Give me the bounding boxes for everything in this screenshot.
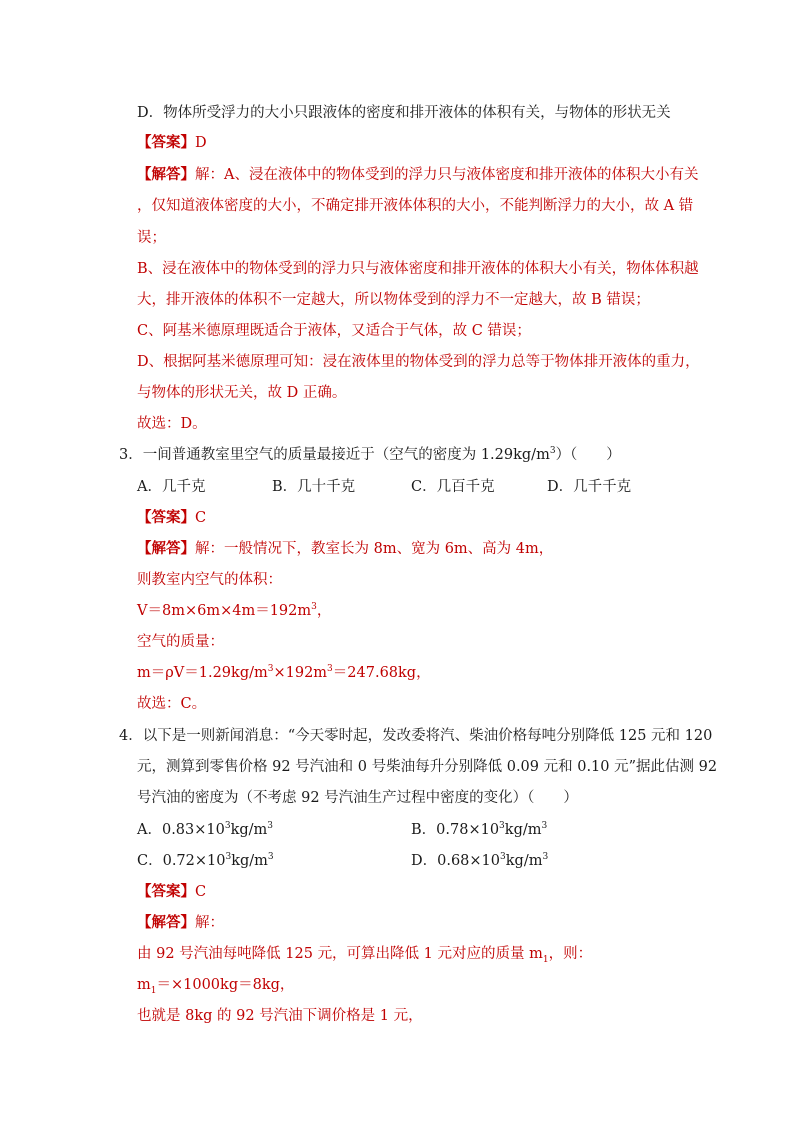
q4-option-d: D．$0.68\times 10^3kg/m^3$ — [411, 852, 549, 869]
q3-option-b: B．几十千克 — [272, 479, 356, 495]
q4-analysis-line-2: 由 92 号汽油每吨降低 125 元，可算出降低 1 元对应的质量 $m_1$，则： — [137, 946, 593, 965]
answer-label: 【答案】 — [137, 509, 195, 526]
q4-answer — [137, 882, 206, 902]
q2-analysis-line-7: D、根据阿基米德原理可知：浸在液体里的物体受到的浮力总等于物体排开液体的重力， — [137, 354, 700, 370]
q3-stem: 3．一间普通教室里空气的质量最接近于（空气的密度为 $1.29kg/m^3$）（ ） — [119, 446, 621, 463]
q2-answer — [137, 133, 207, 153]
q3-mass-equation: $m=\rho V=1.29kg/m^3\times 192m^3=247.68kg$， — [137, 664, 431, 681]
q4-option-c: C．$0.72\times 10^3kg/m^3$ — [137, 852, 274, 869]
analysis-label: 【解答】 — [137, 540, 195, 557]
q2-analysis-line-8: 与物体的形状无关，故 D 正确。 — [137, 385, 347, 401]
q4-stem-line-1: 4．以下是一则新闻消息：“今天零时起，发改委将汽、柴油价格每吨分别降低 125 元和 120 — [119, 728, 713, 744]
q3-volume-equation: $V=8m\times 6m\times 4m=192m^3$， — [137, 602, 332, 619]
q3-mass-label: 空气的质量： — [137, 634, 224, 650]
q2-analysis-line-2: ，仅知道液体密度的大小，不确定排开液体体积的大小，不能判断浮力的大小，故 A 错 — [137, 198, 694, 214]
q3-option-c: C．几百千克 — [411, 479, 495, 495]
analysis-label: 【解答】 — [137, 914, 195, 931]
q2-analysis-line-5: 大，排开液体的体积不一定越大，所以物体受到的浮力不一定越大，故 B 错误； — [137, 292, 650, 308]
q2-conclusion: 故选：D。 — [137, 416, 207, 432]
q3-option-a: A．几千克 — [137, 479, 206, 495]
q2-analysis-line-6: C、阿基米德原理既适合于液体，又适合于气体，故 C 错误； — [137, 323, 531, 339]
q3-volume-label: 则教室内空气的体积： — [137, 572, 282, 588]
q4-stem-line-2: 元，测算到零售价格 92 号汽油和 0 号柴油每升分别降低 0.09 元和 0.10 元”据此估测 92 — [137, 759, 718, 775]
q3-option-d: D．几千千克 — [547, 479, 632, 495]
q4-analysis-line-4: 也就是 8kg 的 92 号汽油下调价格是 1 元， — [137, 1008, 423, 1024]
q4-stem-line-3: 号汽油的密度为（不考虑 92 号汽油生产过程中密度的变化）（ ） — [137, 790, 578, 806]
answer-label: 【答案】 — [137, 883, 195, 900]
q4-analysis-line-1: 【解答】解： — [137, 914, 224, 931]
q2-analysis-line-1: 【解答】解：A、浸在液体中的物体受到的浮力只与液体密度和排开液体的体积大小有关 — [137, 166, 699, 183]
q2-option-d: D．物体所受浮力的大小只跟液体的密度和排开液体的体积有关，与物体的形状无关 — [137, 105, 671, 121]
q2-analysis-line-4: B、浸在液体中的物体受到的浮力只与液体密度和排开液体的体积大小有关，物体体积越 — [137, 261, 699, 277]
analysis-label: 【解答】 — [137, 166, 195, 183]
q3-conclusion: 故选：C。 — [137, 696, 207, 712]
answer-value: C — [195, 884, 207, 900]
answer-value: D — [195, 135, 207, 151]
q2-analysis-line-3: 误； — [137, 230, 166, 246]
q3-answer — [137, 508, 206, 528]
answer-label: 【答案】 — [137, 134, 195, 151]
q4-analysis-line-3: $m_1=\times 1000kg=8kg$， — [137, 977, 295, 996]
q4-option-b: B．$0.78\times 10^3kg/m^3$ — [411, 821, 548, 838]
q3-analysis-line-1: 【解答】解：一般情况下，教室长为 8m、宽为 6m、高为 4m， — [137, 540, 554, 557]
q4-option-a: A．$0.83\times 10^3kg/m^3$ — [137, 821, 274, 838]
answer-value: C — [195, 510, 207, 526]
